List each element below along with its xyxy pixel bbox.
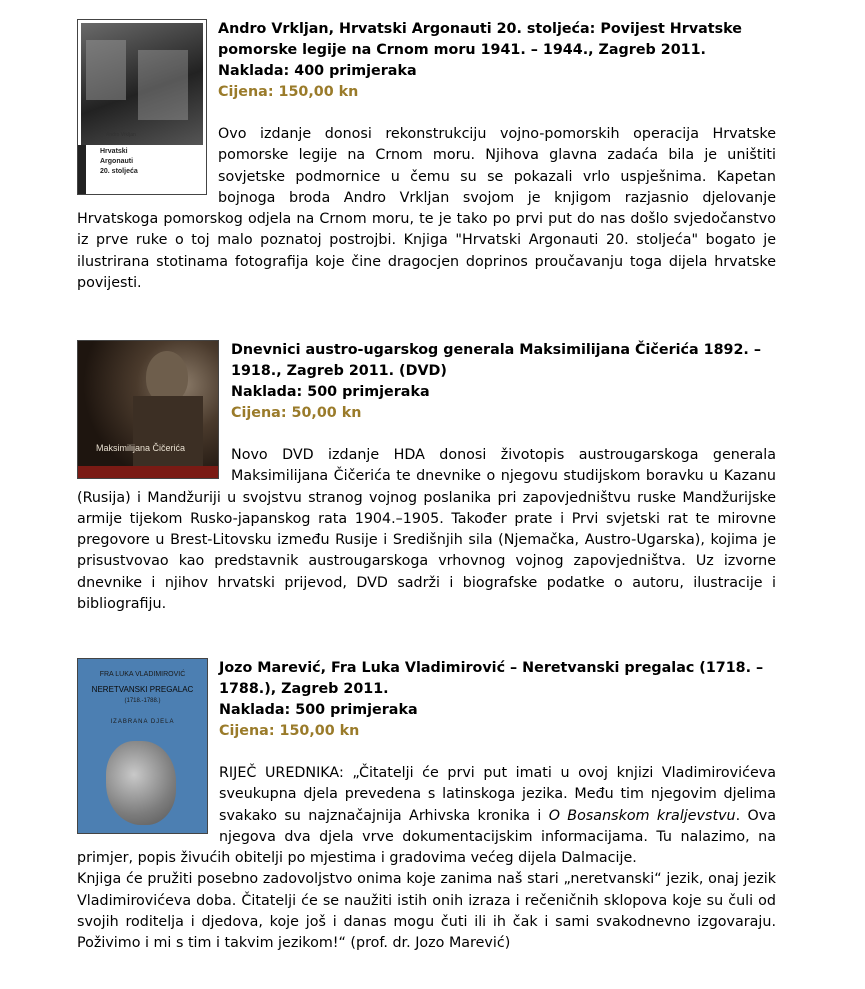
book-edition-1: Naklada: 400 primjeraka — [218, 63, 417, 79]
cover-author: Andro Vrkljan — [106, 132, 136, 138]
book-title-1-line-1: Andro Vrkljan, Hrvatski Argonauti 20. stoljeća: Povijest Hrvatske — [218, 21, 742, 37]
cover-bottom-stripe — [78, 466, 218, 478]
cover-title: NERETVANSKI PREGALAC — [91, 685, 194, 694]
book-price-2: Cijena: 50,00 kn — [231, 405, 362, 421]
cover-spine-stripe — [78, 145, 86, 195]
desc-italic-title: O Bosanskom kraljevstvu — [548, 807, 736, 824]
book-edition-3: Naklada: 500 primjeraka — [219, 702, 418, 718]
desc-text-b: . Ova njegova dva djela vrve dokumentacijskim informacijama. Tu nalazimo, na primjer, popis živućih obitelji po mjestima i gradovima većeg dijela Dalmacije. — [77, 807, 776, 867]
book-entry-1 — [77, 19, 776, 294]
book-cover-1 — [77, 19, 207, 195]
cover-title-line1: Hrvatski — [100, 148, 128, 155]
book-title-2-line-1: Dnevnici austro-ugarskog generala Maksimilijana Čičerića 1892. – — [231, 342, 761, 358]
book-cover-3 — [77, 658, 208, 834]
book-cover-2 — [77, 340, 219, 479]
book-entry-2 — [77, 340, 776, 615]
book-title-2-line-2: 1918., Zagreb 2011. (DVD) — [231, 363, 447, 379]
cover-subtitle: IZABRANA DJELA — [110, 719, 175, 725]
desc-text-a: RIJEČ UREDNIKA: „Čitatelji će prvi put imati u ovoj knjizi Vladimirovićeva sveukupna djela prevedena s latinskoga jezika. Među tim njegovim djelima svakako su najznačajnija Arhivska kronika i — [219, 765, 776, 824]
cover-portrait-relief — [106, 741, 176, 825]
cover-author: FRA LUKA VLADIMIROVIĆ — [99, 671, 186, 678]
book-price-1: Cijena: 150,00 kn — [218, 84, 359, 100]
cover-years: (1718.-1788.) — [124, 698, 161, 704]
book-edition-2: Naklada: 500 primjeraka — [231, 384, 430, 400]
book-description-1: Ovo izdanje donosi rekonstrukciju vojno-pomorskih operacija Hrvatske pomorske legije na Crnom moru. Njihova glavna zadaća bila je uništiti sovjetske podmornice u čemu su se pokazali vrlo uspješnima. Kapetan bojnoga broda Andro Vrkljan svojom je knjigom razjasnio djelovanje Hrvatskoga pomorskog odjela na Crnom moru, te je tako po prvi put do nas došlo svjedočanstvo iz prve ruke o toj malo poznatoj postrojbi. Knjiga "Hrvatski Argonauti 20. stoljeća" bogato je ilustrirana stotinama fotografija koje čine dragocjen doprinos proučavanju toga dijela hrvatske povijesti. — [77, 126, 776, 292]
cover-title-line3: 20. stoljeća — [100, 168, 138, 175]
book-entry-3 — [77, 658, 776, 955]
book-price-3: Cijena: 150,00 kn — [219, 723, 360, 739]
book-description-2: Novo DVD izdanje HDA donosi životopis austrougarskoga generala Maksimilijana Čičerića te dnevnike o njegovu studijskom boravku u Kazanu (Rusija) i Mandžuriji u svojstvu stranog vojnog poslanika pri zapovjedništvu ruske Mandžurijske armije tijekom Rusko-japanskog rata 1904.–1905. Također prate i Prvi svjetski rat te mirovne pregovore u Brest-Litovsku između Rusije i Središnjih sila (Njemačka, Austro-Ugarska), kojima je prisustvovao kao predstavnik austrougarskoga vrhovnog vojnog zapovjedništva. Uz izvorne dnevnike i njihov hrvatski prijevod, DVD sadrži i biografske podatke o autoru, ilustracije i bibliografiju. — [77, 447, 776, 613]
book-title-3-line-1: Jozo Marević, Fra Luka Vladimirović – Neretvanski pregalac (1718. – — [219, 660, 764, 676]
book-description-3b: Knjiga će pružiti posebno zadovoljstvo onima koje zanima naš stari „neretvanski“ jezik, onaj jezik Vladimirovićeva doba. Čitatelji će se naužiti istih onih izraza i rečeničnih sklopova koje su čuli od svojih roditelja i djedova, koje još i danas mogu čuti ili ih čak i sami svakodnevno izgovaraju. Poživimo i mi s tim i takvim jezikom!“ (prof. dr. Jozo Marević) — [77, 871, 776, 952]
cover-name: Maksimilijana Čičerića — [96, 443, 186, 453]
book-title-3-line-2: 1788.), Zagreb 2011. — [219, 681, 389, 697]
book-title-1-line-2: pomorske legije na Crnom moru 1941. – 1944., Zagreb 2011. — [218, 42, 706, 58]
cover-title-line2: Argonauti — [100, 158, 134, 165]
